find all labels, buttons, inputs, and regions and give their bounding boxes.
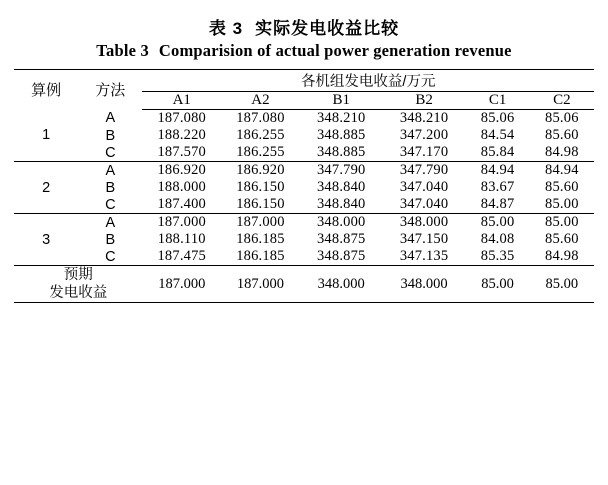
header-unit-c2: C2: [530, 92, 594, 110]
header-unit-a1: A1: [142, 92, 221, 110]
method-label: B: [105, 231, 116, 248]
method-label: B: [105, 127, 116, 144]
cell-value: 348.000: [399, 214, 449, 230]
cell-value: 186.920: [236, 162, 285, 178]
table-title-chinese: [14, 14, 594, 39]
cell-value: 188.000: [157, 179, 207, 195]
table-caption-cn: 实际发电收益比较: [255, 19, 400, 38]
cell-value: 85.00: [480, 214, 515, 230]
cell-value: 186.255: [236, 127, 285, 143]
cell-value: 348.210: [316, 110, 366, 126]
table-row: [14, 179, 594, 196]
header-unit-c1: C1: [466, 92, 530, 110]
header-unit-b2: B2: [383, 92, 466, 110]
cell-value: 348.885: [316, 127, 366, 143]
table-row: [14, 196, 594, 214]
cell-value: 348.875: [316, 248, 366, 264]
cell-value: 187.000: [236, 275, 285, 292]
cell-value: 84.98: [545, 248, 579, 264]
cell-value: 187.475: [157, 248, 207, 264]
cell-value: 186.150: [236, 179, 285, 195]
cell-value: 348.210: [399, 110, 449, 126]
method-label: C: [105, 144, 116, 161]
cell-value: 347.150: [399, 231, 449, 247]
cell-value: 85.60: [545, 231, 579, 247]
table-row: [14, 127, 594, 144]
case-label-1: 1: [42, 127, 51, 144]
cell-value: 348.000: [317, 275, 365, 292]
header-case: 算例: [31, 82, 62, 100]
table-row: [14, 231, 594, 248]
cell-value: 187.080: [157, 110, 207, 126]
cell-value: 188.110: [157, 231, 206, 247]
cell-value: 84.08: [480, 231, 515, 247]
cell-value: 347.040: [399, 179, 449, 195]
method-label: A: [105, 110, 116, 127]
table-row: [14, 248, 594, 266]
cell-value: 188.220: [157, 127, 207, 143]
table-header-row-top: [14, 70, 594, 92]
cell-value: 85.35: [480, 248, 515, 264]
table-number-cn: 表 3: [208, 19, 244, 38]
header-group-span: 各机组发电收益/万元: [142, 70, 594, 92]
table-bottom-rule: [14, 303, 594, 304]
cell-value: 85.60: [545, 179, 579, 195]
cell-value: 85.00: [545, 214, 579, 230]
method-label: A: [105, 162, 116, 179]
cell-value: 84.98: [545, 144, 579, 160]
method-label: B: [105, 179, 116, 196]
cell-value: 347.200: [399, 127, 449, 143]
table-number-en: Table 3: [96, 41, 149, 60]
cell-value: 347.135: [399, 248, 449, 264]
expected-revenue-label: [14, 266, 142, 303]
cell-value: 85.84: [480, 144, 515, 160]
cell-value: 348.875: [316, 231, 366, 247]
cell-value: 186.185: [236, 248, 285, 264]
cell-value: 186.150: [236, 196, 285, 212]
cell-value: 85.06: [545, 110, 579, 126]
cell-value: 348.840: [316, 196, 366, 212]
cell-value: 347.170: [399, 144, 449, 160]
table-row: [14, 144, 594, 162]
cell-value: 85.60: [545, 127, 579, 143]
expected-revenue-row: [14, 266, 594, 303]
case-label-3: 3: [42, 231, 51, 248]
table-row: [14, 162, 594, 179]
cell-value: 186.255: [236, 144, 285, 160]
method-label: C: [105, 248, 116, 265]
cell-value: 85.06: [480, 110, 515, 126]
expected-revenue-label-line1: 预期: [63, 267, 93, 283]
cell-value: 347.790: [316, 162, 366, 178]
cell-value: 84.54: [480, 127, 515, 143]
header-unit-b1: B1: [300, 92, 383, 110]
method-label: A: [105, 214, 116, 231]
cell-value: 186.920: [157, 162, 207, 178]
cell-value: 348.840: [316, 179, 366, 195]
header-method: 方法: [95, 82, 126, 100]
cell-value: 348.000: [400, 275, 448, 292]
cell-value: 84.94: [545, 162, 579, 178]
cell-value: 187.000: [158, 275, 206, 292]
cell-value: 83.67: [480, 179, 515, 195]
cell-value: 84.94: [480, 162, 515, 178]
cell-value: 85.00: [545, 275, 579, 292]
header-unit-a2: A2: [221, 92, 300, 110]
cell-value: 187.400: [157, 196, 207, 212]
cell-value: 347.790: [399, 162, 449, 178]
table-row: [14, 214, 594, 231]
cell-value: 85.00: [481, 275, 514, 292]
cell-value: 187.000: [157, 214, 207, 230]
cell-value: 85.00: [545, 196, 579, 212]
revenue-comparison-table: [14, 69, 594, 303]
cell-value: 348.885: [316, 144, 366, 160]
table-title-english: [14, 41, 594, 61]
cell-value: 187.080: [236, 110, 285, 126]
case-label-2: 2: [42, 179, 51, 196]
cell-value: 186.185: [236, 231, 285, 247]
expected-revenue-label-line2: 发电收益: [49, 285, 108, 302]
cell-value: 348.000: [316, 214, 366, 230]
table-caption-en: Comparision of actual power generation revenue: [158, 41, 512, 60]
cell-value: 187.000: [236, 214, 285, 230]
cell-value: 187.570: [157, 144, 207, 160]
method-label: C: [105, 196, 116, 213]
cell-value: 84.87: [480, 196, 515, 212]
cell-value: 347.040: [399, 196, 449, 212]
table-row: [14, 110, 594, 128]
